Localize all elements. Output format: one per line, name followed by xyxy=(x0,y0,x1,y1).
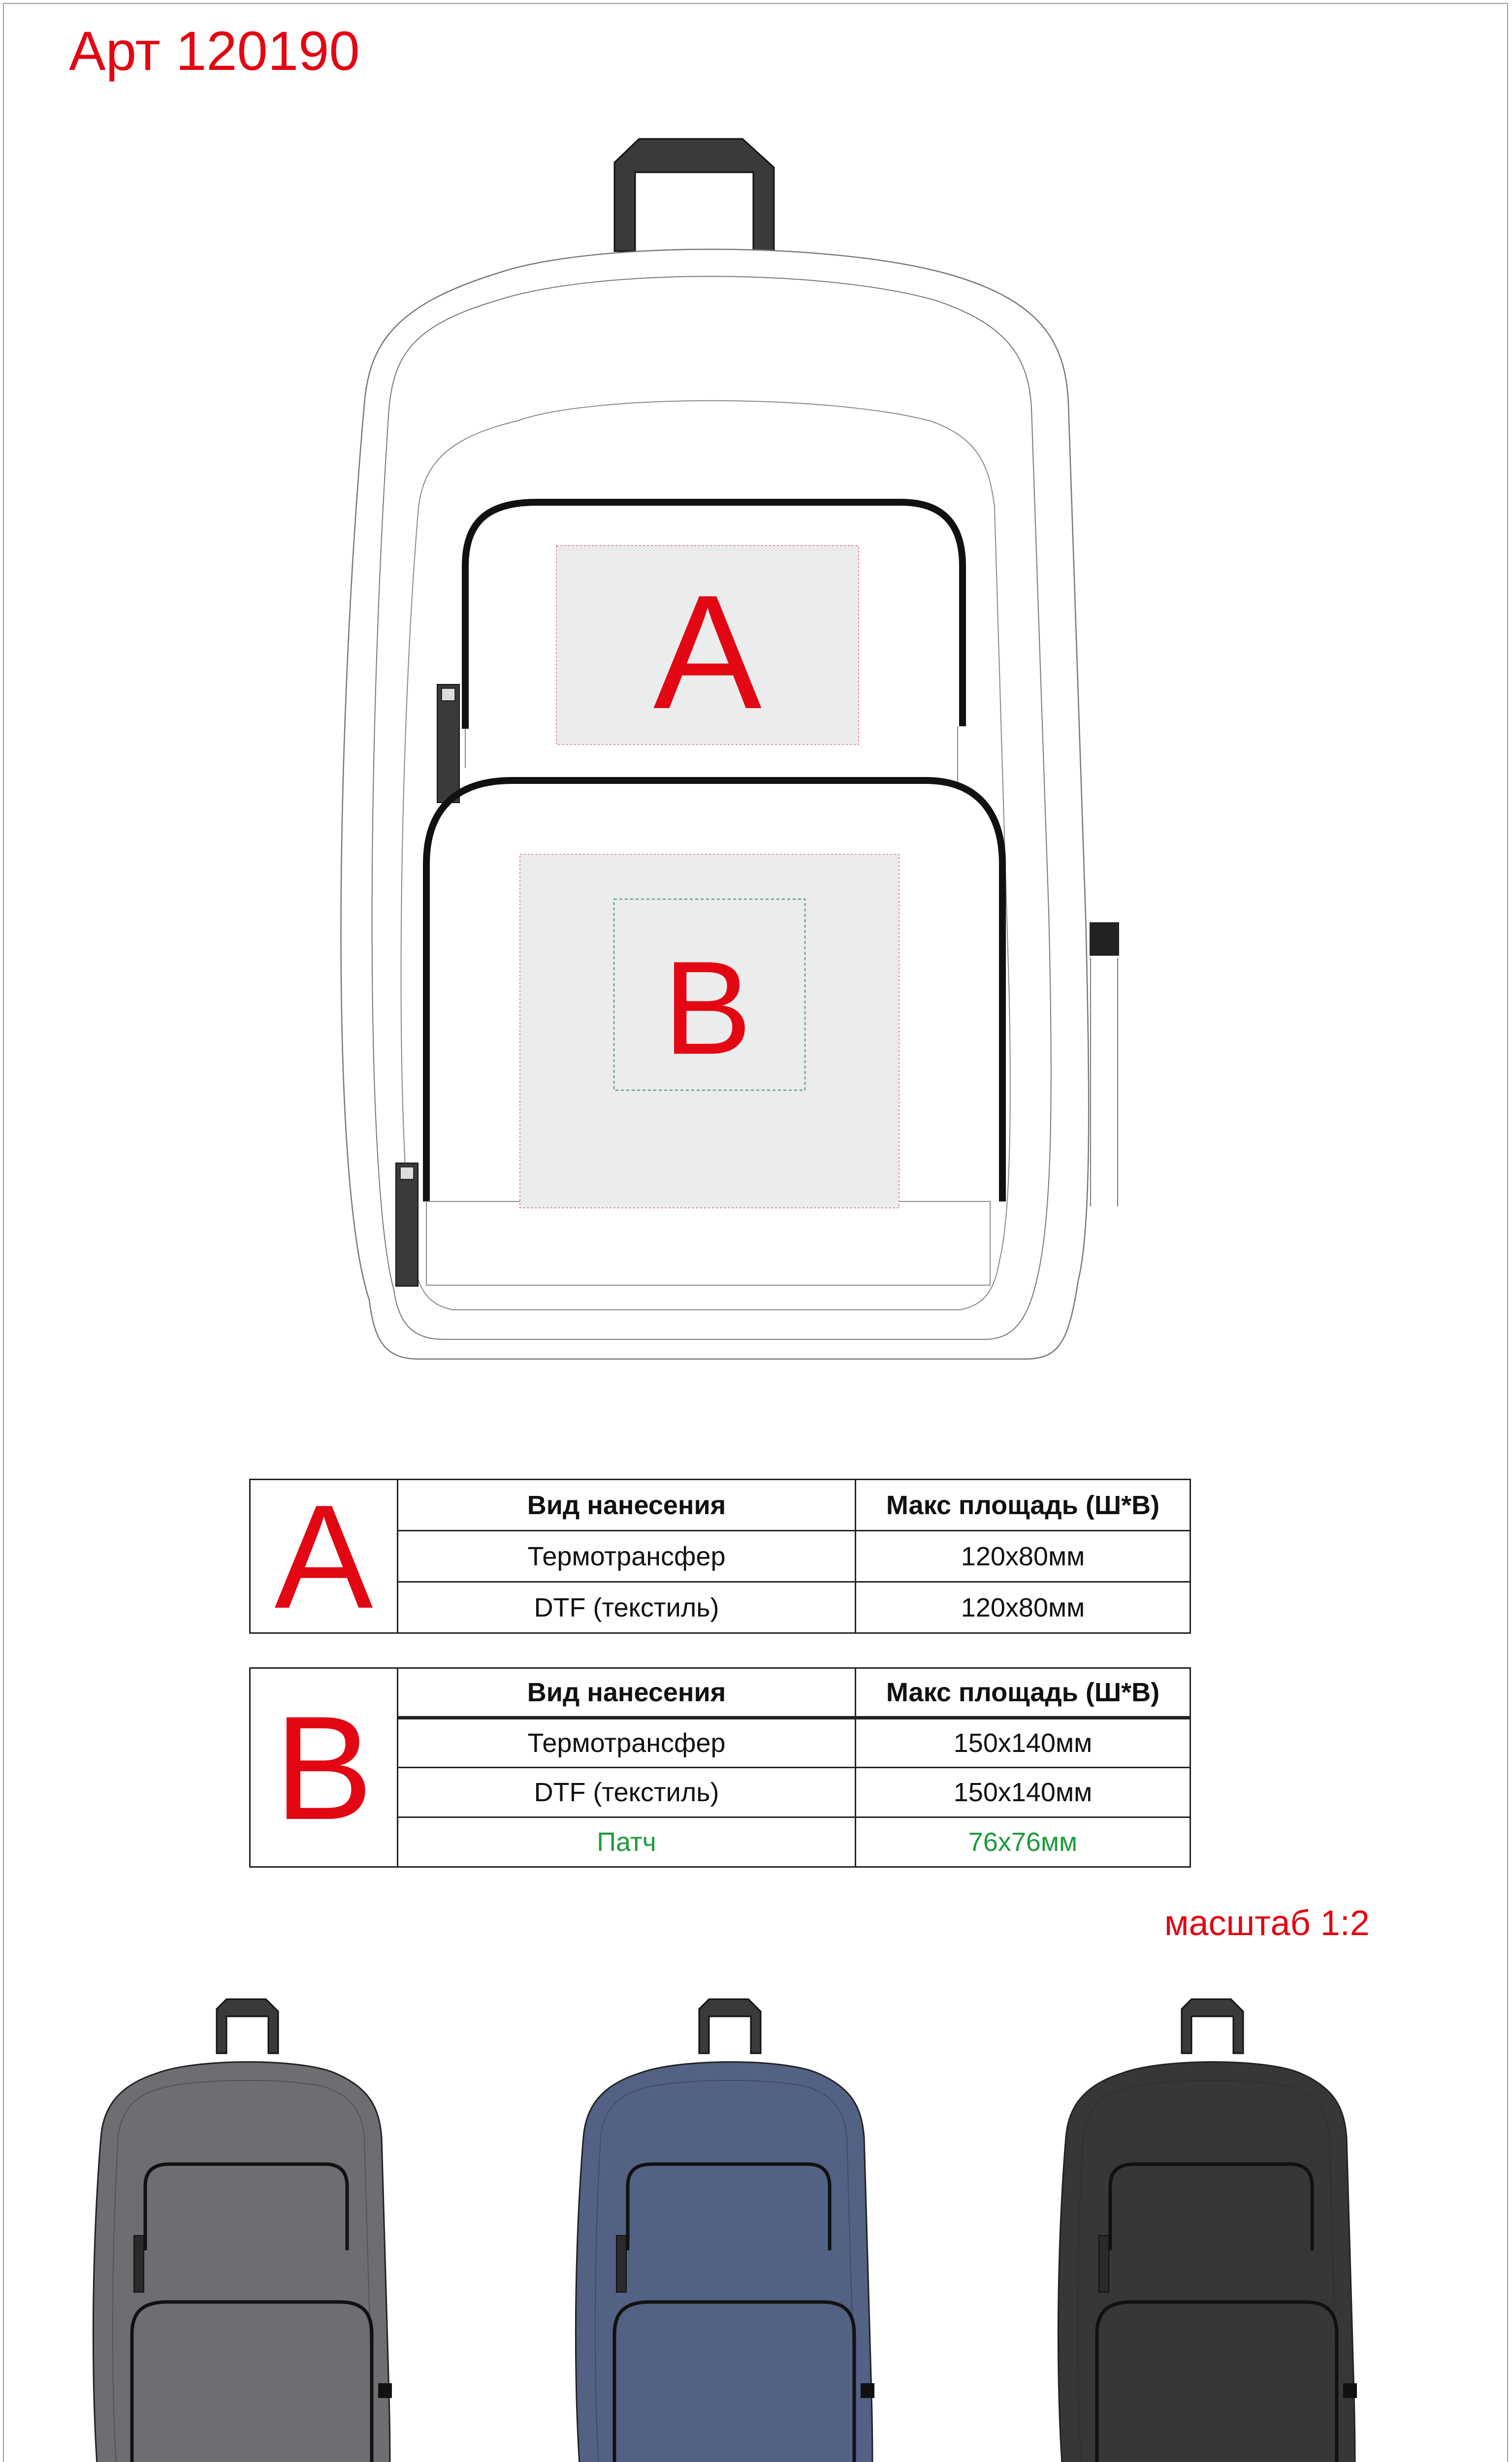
cell-size: 120х80мм xyxy=(856,1582,1190,1633)
scale-note: масштаб 1:2 xyxy=(1164,1904,1370,1943)
table-header-row xyxy=(250,1480,1190,1531)
zone-a-letter: A xyxy=(653,561,762,743)
cell-method: Термотрансфер xyxy=(398,1718,856,1768)
variant-handle xyxy=(217,1999,278,2053)
header-method: Вид нанесения xyxy=(398,1668,856,1718)
top-handle xyxy=(614,139,774,251)
variant-backpack-black xyxy=(1044,1989,1438,2462)
side-strap xyxy=(1090,922,1119,956)
cell-size: 150х140мм xyxy=(856,1768,1190,1817)
spec-table-a xyxy=(249,1473,1191,1639)
cell-size: 76х76мм xyxy=(856,1817,1190,1867)
cell-method: DTF (текстиль) xyxy=(398,1768,856,1817)
backpack-main-drawing xyxy=(335,123,1132,1364)
cell-method: Патч xyxy=(398,1817,856,1867)
upper-zipper-pull xyxy=(437,684,459,803)
variant-backpack-gray xyxy=(79,1989,473,2462)
spec-table-b xyxy=(249,1667,1191,1868)
variant-handle xyxy=(1182,1999,1243,2053)
lower-zipper-pull xyxy=(396,1163,418,1286)
zone-b-letter: B xyxy=(663,934,752,1082)
cell-size: 150х140мм xyxy=(856,1718,1190,1768)
cell-method: DTF (текстиль) xyxy=(398,1582,856,1633)
table-zone-letter: B xyxy=(250,1668,398,1867)
variant-backpack-blue xyxy=(561,1989,955,2462)
table-zone-letter: A xyxy=(250,1480,398,1633)
header-method: Вид нанесения xyxy=(398,1480,856,1531)
article-title: Арт 120190 xyxy=(69,20,360,82)
table-header-row xyxy=(250,1668,1190,1718)
cell-size: 120х80мм xyxy=(856,1531,1190,1582)
header-size: Макс площадь (Ш*В) xyxy=(856,1668,1190,1718)
variant-handle xyxy=(699,1999,761,2053)
cell-method: Термотрансфер xyxy=(398,1531,856,1582)
header-size: Макс площадь (Ш*В) xyxy=(856,1480,1190,1531)
